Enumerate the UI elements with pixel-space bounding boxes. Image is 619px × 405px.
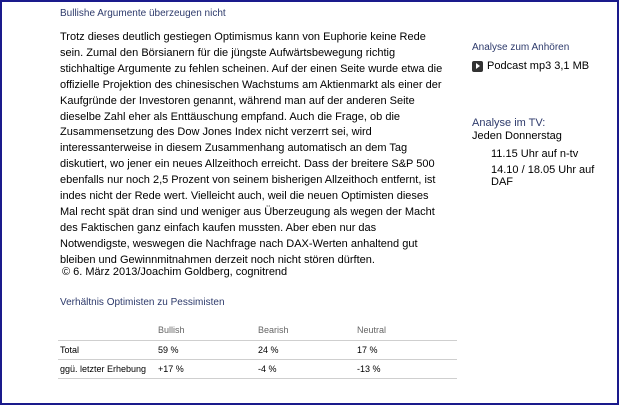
column-header-neutral: Neutral <box>357 325 387 335</box>
cell-total-bearish: 24 % <box>258 341 357 360</box>
cell-change-neutral: -13 % <box>357 360 457 379</box>
row-label-total: Total <box>58 341 158 360</box>
ratio-table <box>58 320 457 379</box>
tv-slot-2: 14.10 / 18.05 Uhr auf DAF <box>491 164 595 188</box>
cell-total-neutral: 17 % <box>357 341 457 360</box>
table-row <box>58 360 457 379</box>
tv-section-title: Analyse im TV: <box>472 117 546 129</box>
section-heading: Bullishe Argumente überzeugen nicht <box>60 8 226 19</box>
row-label-change: ggü. letzter Erhebung <box>58 360 158 379</box>
play-icon[interactable] <box>472 61 483 72</box>
column-header-bearish: Bearish <box>258 325 289 335</box>
copyright-line: © 6. März 2013/Joachim Goldberg, cognitrend <box>62 266 288 278</box>
cell-total-bullish: 59 % <box>158 341 258 360</box>
podcast-label[interactable]: Podcast mp3 3,1 MB <box>487 60 590 72</box>
tv-slot-1: 11.15 Uhr auf n-tv <box>491 148 579 160</box>
article-body: Trotz dieses deutlich gestiegen Optimismus kann von Euphorie keine Rede sein. Zumal den Börsianern für die jüngste Aufwärtsbewegung richtig stichhaltige Argumente zu fehlen scheinen. Auf der einen Seite wurde etwa die offizielle Projektion des chinesischen Wachstums am Aktienmarkt als einer der Kaufgründe der Investoren genannt, während man auf der anderen Seite dieselbe Zahl eher als Enttäuschung empfand. Auch die Frage, ob die Zusammensetzung des Dow Jones Index nicht verzerrt sei, wird interessanterweise in diesem Zusammenhang automatisch an dem Tag diskutiert, wo jener ein neues Allzeithoch erreicht. Dass der breitere S&P 500 ebenfalls nur noch 2,5 Prozent von seinem bisherigen Allzeithoch entfernt, ist indes nicht der Rede wert. Vielleicht auch, weil die neuen Optimisten dieses Mal recht spät dran sind und weniger aus Überzeugung als wegen der Macht des Faktischen ganz einfach kaufen mussten. Aber eben nur das Notwendigste, weswegen die Nachfrage nach DAX-Werten anhaltend gut bleiben und Gewinnmitnahmen derzeit noch nicht stören dürften. <box>60 31 443 266</box>
column-header-label <box>58 320 158 341</box>
column-header-bullish: Bullish <box>158 325 185 335</box>
table-header-row <box>58 320 457 341</box>
cell-change-bullish: +17 % <box>158 360 258 379</box>
cell-change-bearish: -4 % <box>258 360 357 379</box>
table-row <box>58 341 457 360</box>
ratio-table-title: Verhältnis Optimisten zu Pessimisten <box>60 297 225 308</box>
podcast-link[interactable] <box>472 60 589 72</box>
tv-day: Jeden Donnerstag <box>472 130 562 142</box>
listen-section-title: Analyse zum Anhören <box>472 42 570 53</box>
